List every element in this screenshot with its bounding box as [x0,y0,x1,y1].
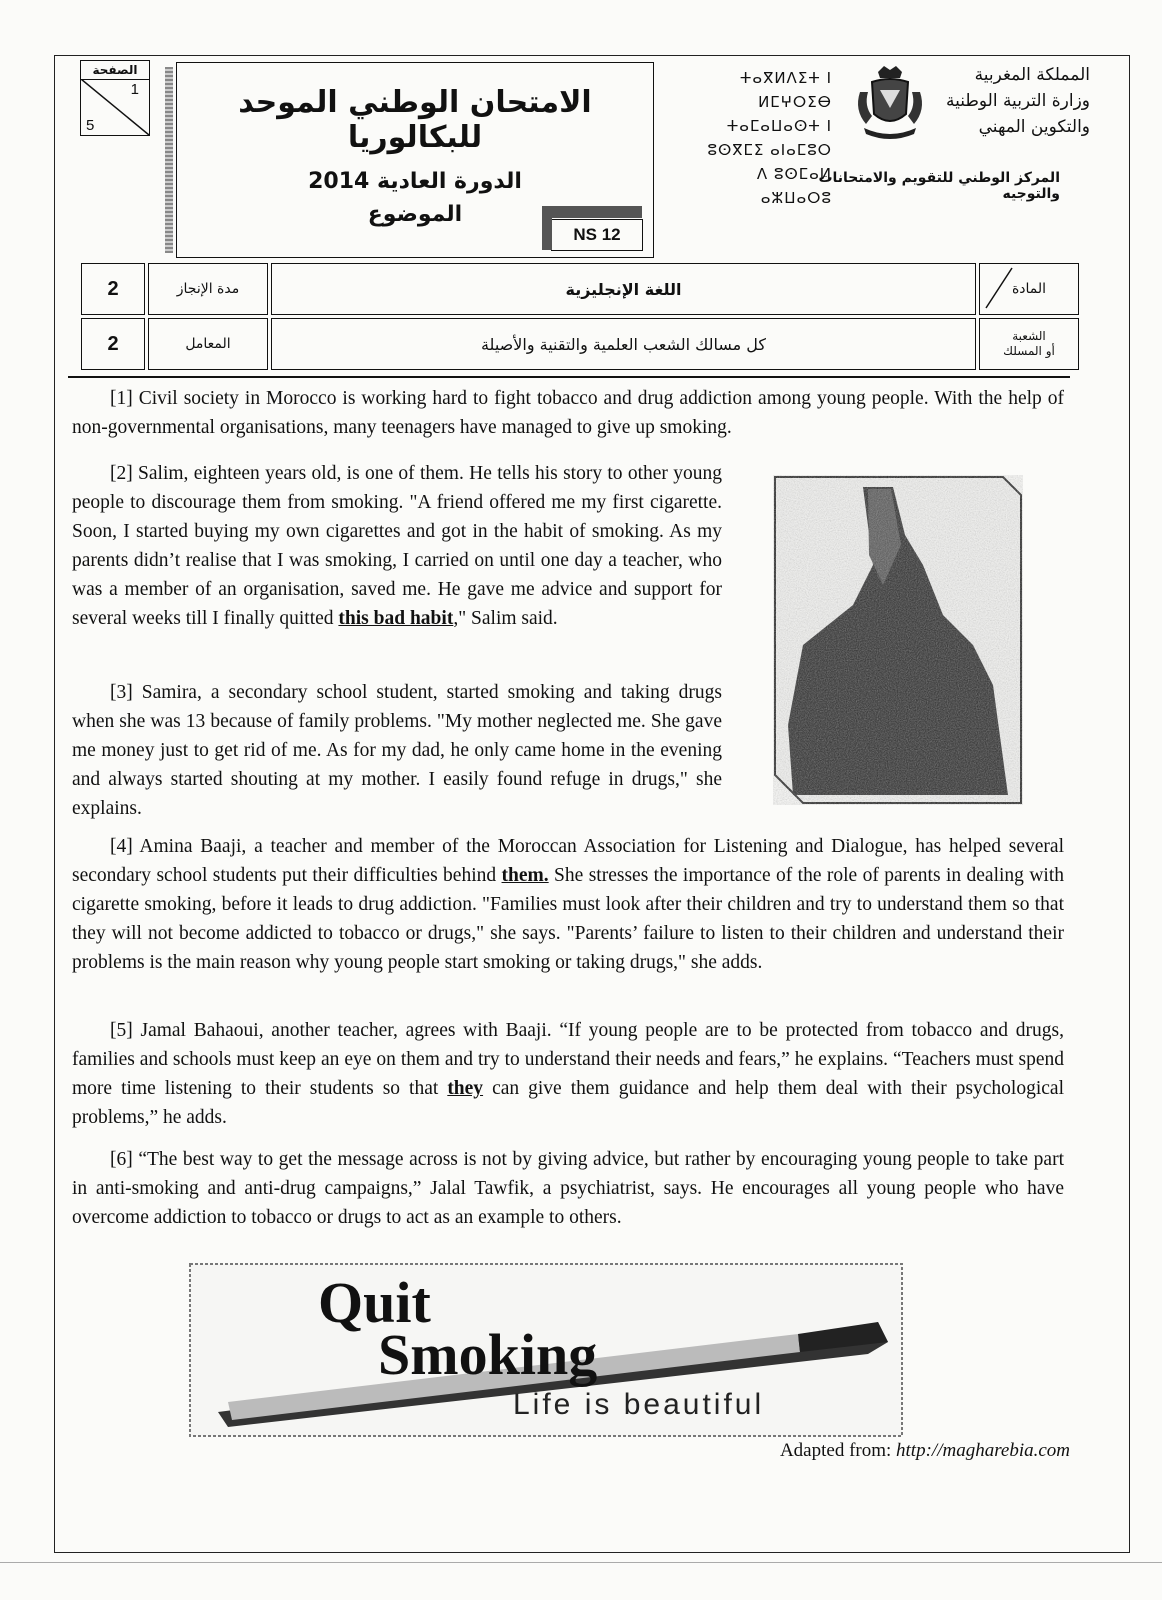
duration-value: 2 [81,263,145,315]
page-current: 1 [130,81,139,98]
page-number-box [80,60,150,136]
slash-icon [984,266,1014,310]
page-total: 5 [86,117,95,134]
banner-smoking: Smoking [378,1322,598,1387]
exam-title: الامتحان الوطني الموحد للبكالوريا [238,85,592,155]
subject-heading: الموضوع [367,202,463,227]
duration-label: مدة الإنجاز [148,263,268,315]
banner-quit: Quit [318,1270,431,1335]
coat-of-arms-icon [850,62,930,142]
source-credit: Adapted from: http://magharebia.com [779,1440,1070,1461]
underlined-word: they [447,1078,484,1099]
coefficient-label: المعامل [148,318,268,370]
exam-title-box [176,62,654,258]
stream-name: كل مسالك الشعب العلمية والتقنية والأصيلة [271,318,976,370]
exam-code: NS 12 [551,219,643,251]
paragraph-5: [5] Jamal Bahaoui, another teacher, agrees with Baaji. “If young people are to be protected from tobacco and drugs, families and schools must keep an eye on them and try to understand their needs and fears,” he explains. “Teachers must spend more time listening to their students so that they can give them guidance and help them deal with their psychological problems,” he adds. [72,1020,1064,1128]
table-row [81,318,1079,370]
page-label: الصفحة [81,61,149,80]
underlined-phrase: this bad habit [338,608,454,629]
exam-session: الدورة العادية 2014 [308,169,522,194]
subject-name: اللغة الإنجليزية [271,263,976,315]
bottom-line [0,1562,1162,1563]
banner-tagline: Life is beautiful [513,1388,765,1421]
subject-label: المادة [979,263,1079,315]
paragraph-3: [3] Samira, a secondary school student, started smoking and taking drugs when she was 13 because of family problems. "My mother neglected me. She gave me money just to get rid of me. As for my dad, he only came home in the evening and always started shouting at my mother. I easily found refuge in drugs," she explains. [72,682,722,819]
tobacco-photo [773,475,1023,805]
divider [68,376,1070,378]
table-row [81,263,1079,315]
paragraph-6: [6] “The best way to get the message across is not by giving advice, but rather by encouraging young people to take part in anti-smoking and anti-drug campaigns,” Jalal Tawfik, a psychiatrist, says. He encourages all young people who have overcome addiction to tobacco or drugs to act as an example to others. [72,1149,1064,1228]
stream-label: الشعبة أو المسلك [979,318,1079,370]
underlined-word: them. [501,865,549,886]
ministry-header: المملكة المغربية وزارة التربية الوطنية والتكوين المهني [945,65,1090,137]
coefficient-value: 2 [81,318,145,370]
source-url: http://magharebia.com [896,1440,1070,1461]
paragraph-4: [4] Amina Baaji, a teacher and member of the Moroccan Association for Listening and Dialogue, has helped several secondary school students put their difficulties behind them. She stresses the importance of the role of parents in dealing with cigarette smoking, before it leads to drug addiction. "Families must look after their children and try to understand them so that they will not become addicted to tobacco or drugs," she says. "Parents’ failure to listen to their children and understand their problems is the main reason why young people start smoking or taking drugs," she adds. [72,836,1064,973]
tifinagh-header: ⵜⴰⴳⵍⴷⵉⵜ ⵏ ⵍⵎⵖⵔⵉⴱ ⵜⴰⵎⴰⵡⴰⵙⵜ ⵏ ⵓⵙⴳⵎⵉ ⴰⵏⴰⵎⵓⵔ ⴷ ⵓⵙⵎⴰⵍ ⴰⵣⵡⴰⵔⵓ [707,69,832,207]
exam-info-table [78,260,1082,373]
paragraph-2: [2] Salim, eighteen years old, is one of them. He tells his story to other young people to discourage them from smoking. "A friend offered me my first cigarette. Soon, I started buying my own cigarettes and got in the habit of smoking. As my parents didn’t realise that I was smoking, I carried on until one day a teacher, who was a member of an organisation, saved me. He gave me advice and support for several weeks till I finally quitted this bad habit," Salim said. [72,463,722,629]
paragraph-1: [1] Civil society in Morocco is working hard to fight tobacco and drug addiction among young people. With the help of non-governmental organisations, many teenagers have managed to give up smoking. [72,388,1064,438]
evaluation-center: المركز الوطني للتقويم والامتحانات والتوجيه [818,170,1060,202]
quit-smoking-banner [188,1262,904,1438]
